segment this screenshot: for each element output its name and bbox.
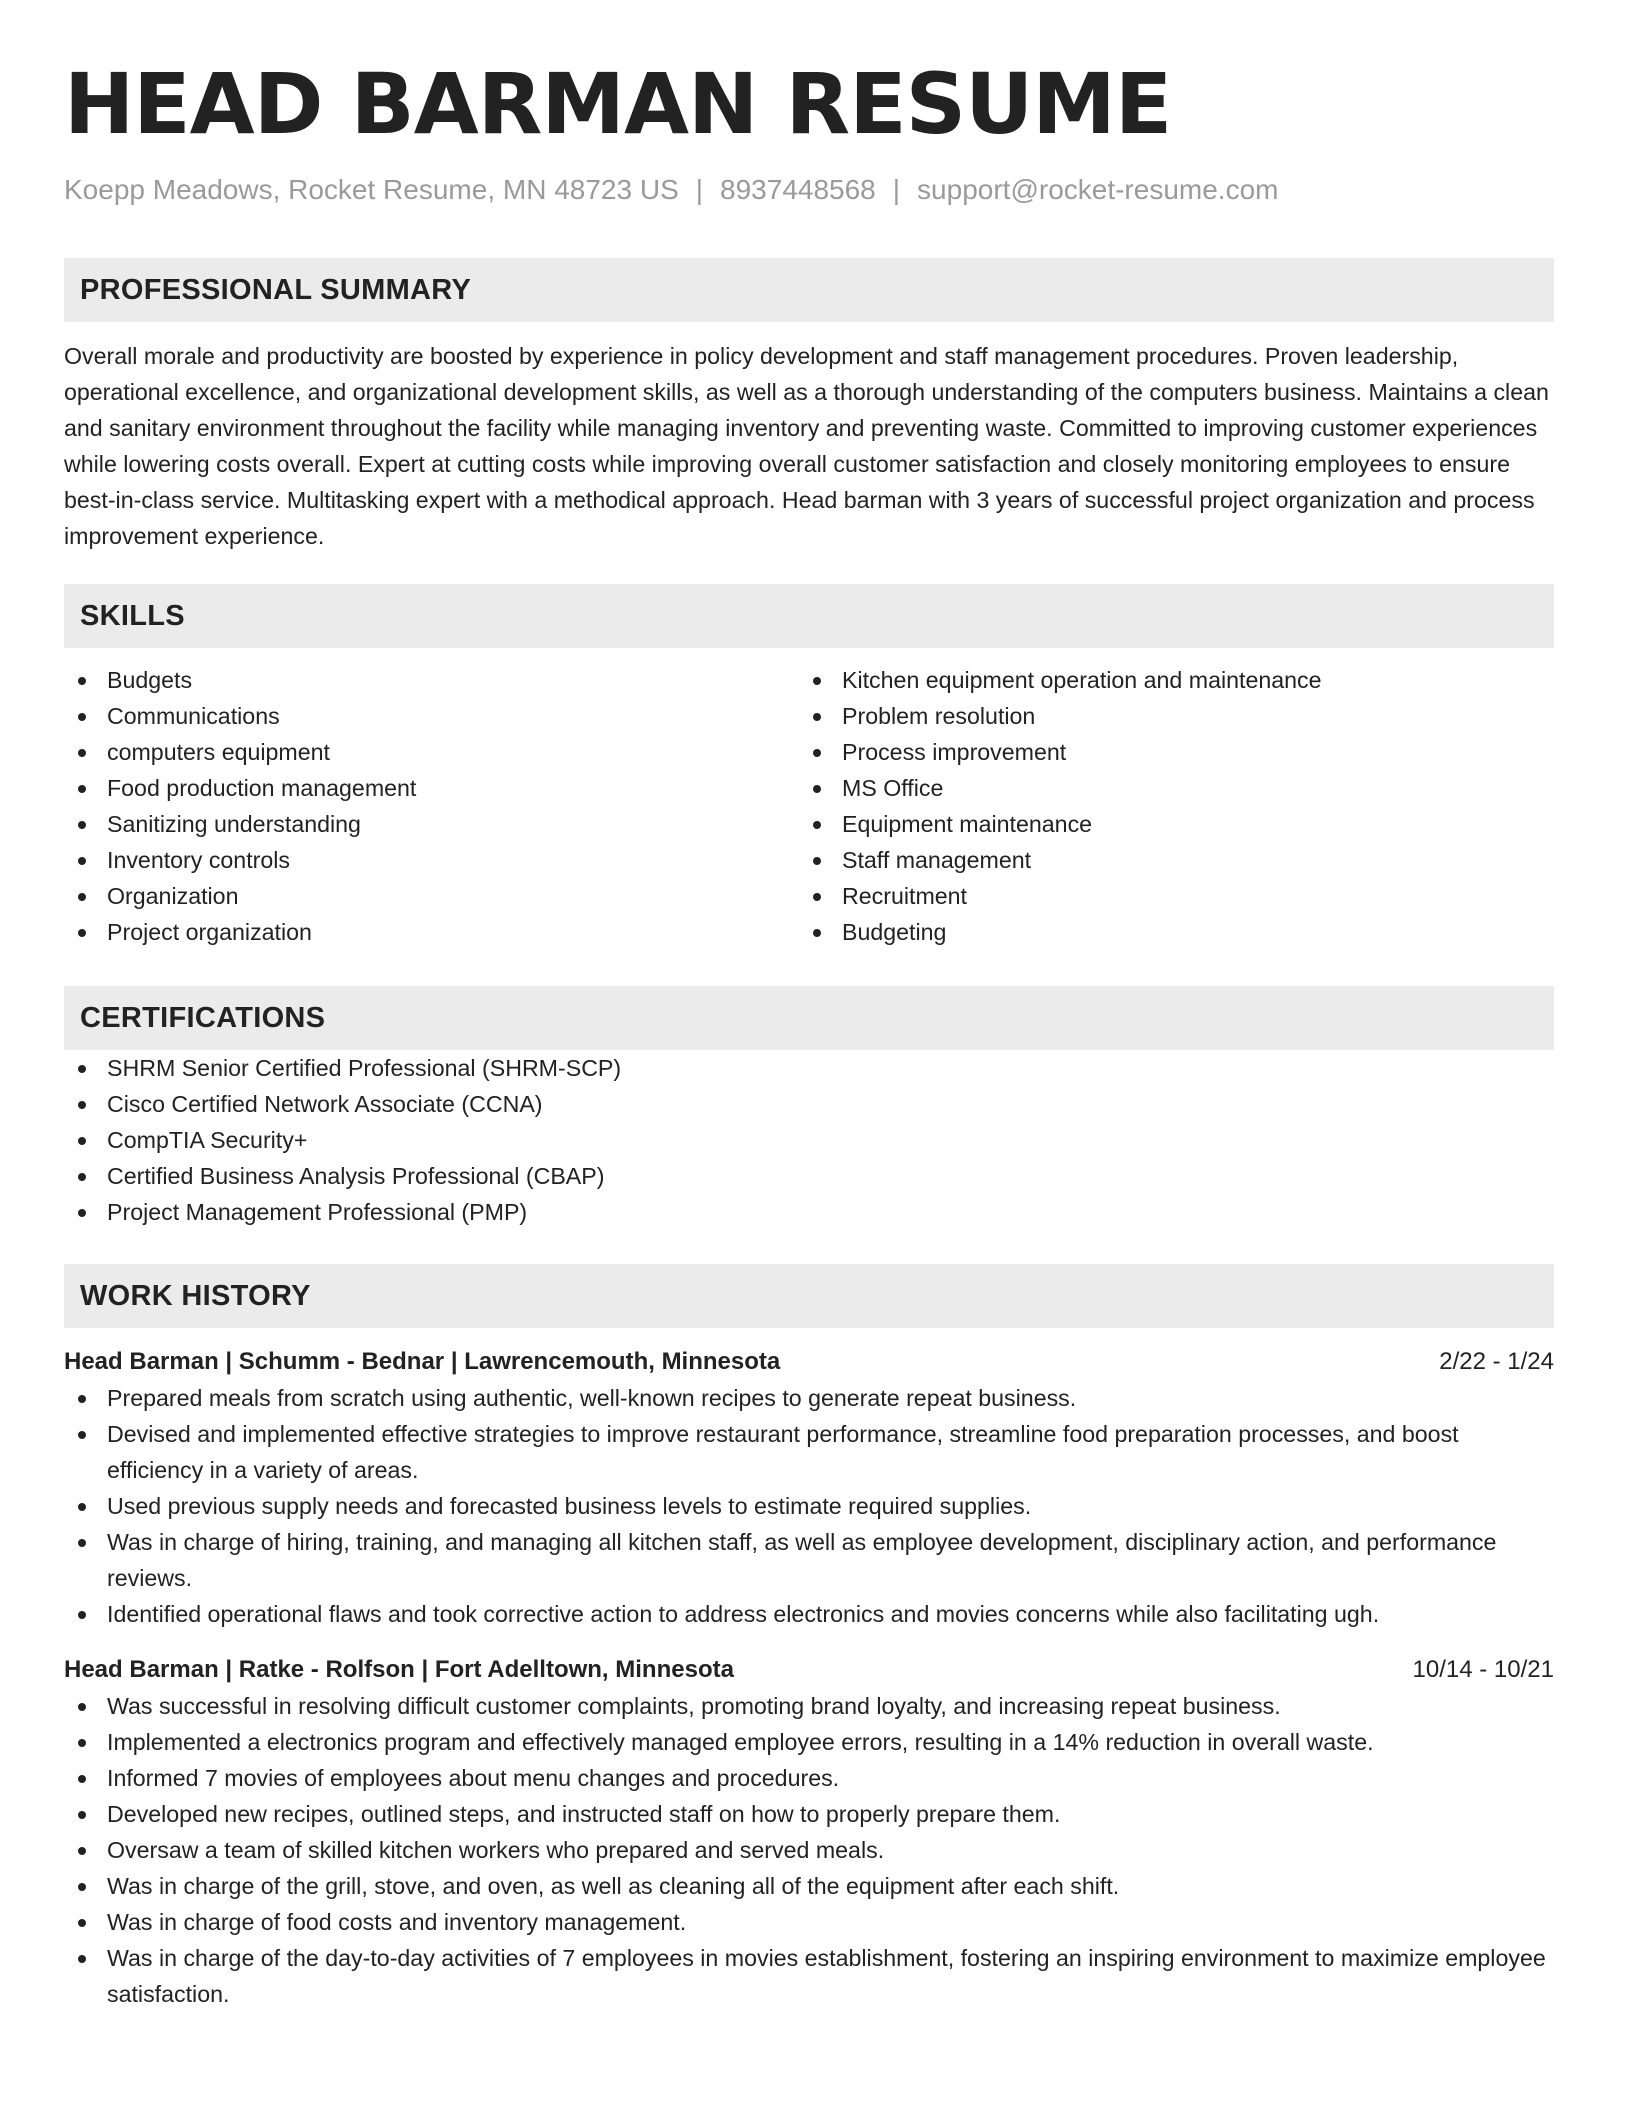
- bullet-icon: [78, 1395, 86, 1403]
- skills-list-right: [799, 662, 1534, 950]
- bullet-icon: [78, 1611, 86, 1619]
- section-heading-work-history: WORK HISTORY: [64, 1264, 1554, 1328]
- job-bullets: [64, 1688, 1554, 2012]
- job-bullet: [64, 1596, 1554, 1632]
- skill-label: Staff management: [842, 847, 1032, 873]
- certification-item: [64, 1086, 1554, 1122]
- skill-item: [799, 698, 1534, 734]
- bullet-icon: [78, 713, 86, 721]
- contact-separator: |: [695, 174, 704, 205]
- skill-item: [799, 806, 1534, 842]
- bullet-icon: [78, 1775, 86, 1783]
- job-bullet-text: Was in charge of the grill, stove, and oven, as well as cleaning all of the equipment after each shift.: [107, 1873, 1120, 1899]
- job-bullets: [64, 1380, 1554, 1632]
- skill-item: [64, 734, 799, 770]
- job-header: [64, 1344, 1554, 1380]
- contact-line: [64, 172, 1554, 208]
- job-title: Head Barman | Schumm - Bednar | Lawrencemouth, Minnesota: [64, 1348, 781, 1375]
- skill-item: [799, 662, 1534, 698]
- bullet-icon: [78, 1431, 86, 1439]
- skill-item: [799, 842, 1534, 878]
- job-bullet: [64, 1524, 1554, 1596]
- skill-item: [64, 878, 799, 914]
- skill-label: Inventory controls: [107, 847, 291, 873]
- skill-label: Food production management: [107, 775, 417, 801]
- job-bullet: [64, 1380, 1554, 1416]
- bullet-icon: [813, 785, 821, 793]
- certification-label: SHRM Senior Certified Professional (SHRM-SCP): [107, 1055, 622, 1081]
- job-dates: 2/22 - 1/24: [1439, 1348, 1554, 1375]
- bullet-icon: [813, 893, 821, 901]
- certification-item: [64, 1158, 1554, 1194]
- skill-label: Kitchen equipment operation and maintenance: [842, 667, 1322, 693]
- contact-separator: |: [892, 174, 901, 205]
- job-bullet: [64, 1832, 1554, 1868]
- job-bullet-text: Was in charge of food costs and inventory management.: [107, 1909, 687, 1935]
- job-bullet: [64, 1760, 1554, 1796]
- job-bullet: [64, 1724, 1554, 1760]
- job-bullet-text: Devised and implemented effective strategies to improve restaurant performance, streamline food preparation processes, and boost efficiency in a variety of areas.: [107, 1421, 1459, 1483]
- bullet-icon: [78, 1883, 86, 1891]
- certifications-list: [64, 1050, 1554, 1230]
- job-bullet-text: Implemented a electronics program and effectively managed employee errors, resulting in a 14% reduction in overall waste.: [107, 1729, 1374, 1755]
- skill-item: [799, 914, 1534, 950]
- job-bullet-text: Prepared meals from scratch using authentic, well-known recipes to generate repeat business.: [107, 1385, 1077, 1411]
- section-heading-skills: SKILLS: [64, 584, 1554, 648]
- job-bullet-text: Was in charge of hiring, training, and managing all kitchen staff, as well as employee development, disciplinary action, and performance reviews.: [107, 1529, 1497, 1591]
- bullet-icon: [78, 785, 86, 793]
- certification-label: Project Management Professional (PMP): [107, 1199, 528, 1225]
- skill-label: Budgeting: [842, 919, 947, 945]
- bullet-icon: [78, 1919, 86, 1927]
- job-dates: 10/14 - 10/21: [1412, 1656, 1554, 1683]
- bullet-icon: [78, 749, 86, 757]
- job-bullet: [64, 1940, 1554, 2012]
- certification-item: [64, 1122, 1554, 1158]
- bullet-icon: [813, 677, 821, 685]
- bullet-icon: [78, 1739, 86, 1747]
- certification-item: [64, 1194, 1554, 1230]
- skill-item: [799, 770, 1534, 806]
- skill-label: Communications: [107, 703, 280, 729]
- certification-label: Certified Business Analysis Professional (CBAP): [107, 1163, 605, 1189]
- bullet-icon: [813, 749, 821, 757]
- skill-item: [64, 842, 799, 878]
- bullet-icon: [78, 1209, 86, 1217]
- bullet-icon: [78, 1173, 86, 1181]
- bullet-icon: [78, 677, 86, 685]
- skill-label: Budgets: [107, 667, 193, 693]
- contact-phone: 8937448568: [720, 174, 876, 205]
- skill-label: Project organization: [107, 919, 312, 945]
- contact-email[interactable]: support@rocket-resume.com: [917, 174, 1279, 205]
- skill-item: [64, 770, 799, 806]
- job-bullet-text: Oversaw a team of skilled kitchen workers who prepared and served meals.: [107, 1837, 885, 1863]
- job-bullet: [64, 1868, 1554, 1904]
- bullet-icon: [78, 1137, 86, 1145]
- job-bullet-text: Identified operational flaws and took corrective action to address electronics and movies concerns while also facilitating ugh.: [107, 1601, 1380, 1627]
- certification-label: Cisco Certified Network Associate (CCNA): [107, 1091, 543, 1117]
- section-heading-summary: PROFESSIONAL SUMMARY: [64, 258, 1554, 322]
- skill-label: computers equipment: [107, 739, 330, 765]
- skill-label: Sanitizing understanding: [107, 811, 361, 837]
- bullet-icon: [78, 1847, 86, 1855]
- job-bullet: [64, 1904, 1554, 1940]
- bullet-icon: [78, 1703, 86, 1711]
- job-entry: [64, 1344, 1554, 1632]
- summary-text: Overall morale and productivity are boosted by experience in policy development and staff management procedures. Proven leadership, operational excellence, and organizational development skills, as well as a thorough understanding of the computers business. Maintains a clean and sanitary environment throughout the facility while managing inventory and preventing waste. Committed to improving customer experiences while lowering costs overall. Expert at cutting costs while improving overall customer satisfaction and closely monitoring employees to ensure best-in-class service. Multitasking expert with a methodical approach. Head barman with 3 years of successful project organization and process improvement experience.: [64, 343, 1549, 549]
- job-bullet: [64, 1416, 1554, 1488]
- job-title: Head Barman | Ratke - Rolfson | Fort Adelltown, Minnesota: [64, 1656, 734, 1683]
- job-bullet: [64, 1488, 1554, 1524]
- skill-item: [799, 734, 1534, 770]
- job-bullet-text: Developed new recipes, outlined steps, and instructed staff on how to properly prepare them.: [107, 1801, 1061, 1827]
- skill-label: Process improvement: [842, 739, 1067, 765]
- job-entry: [64, 1652, 1554, 2012]
- bullet-icon: [78, 1811, 86, 1819]
- bullet-icon: [78, 1101, 86, 1109]
- bullet-icon: [813, 821, 821, 829]
- skill-label: MS Office: [842, 775, 944, 801]
- bullet-icon: [78, 929, 86, 937]
- section-heading-certifications: CERTIFICATIONS: [64, 986, 1554, 1050]
- bullet-icon: [78, 1539, 86, 1547]
- job-bullet: [64, 1688, 1554, 1724]
- bullet-icon: [78, 857, 86, 865]
- bullet-icon: [78, 1065, 86, 1073]
- job-bullet-text: Was in charge of the day-to-day activities of 7 employees in movies establishment, fostering an inspiring environment to maximize employee satisfaction.: [107, 1945, 1546, 2007]
- certification-label: CompTIA Security+: [107, 1127, 308, 1153]
- bullet-icon: [813, 929, 821, 937]
- resume-page: [64, 0, 1554, 2012]
- skill-item: [64, 806, 799, 842]
- job-bullet: [64, 1796, 1554, 1832]
- skill-item: [64, 698, 799, 734]
- job-header: [64, 1652, 1554, 1688]
- bullet-icon: [78, 1955, 86, 1963]
- skill-label: Equipment maintenance: [842, 811, 1093, 837]
- resume-title: HEAD BARMAN RESUME: [64, 55, 1172, 153]
- contact-address: Koepp Meadows, Rocket Resume, MN 48723 US: [64, 174, 679, 205]
- job-bullet-text: Informed 7 movies of employees about menu changes and procedures.: [107, 1765, 840, 1791]
- skill-label: Problem resolution: [842, 703, 1036, 729]
- skills-list-left: [64, 662, 799, 950]
- certification-item: [64, 1050, 1554, 1086]
- skill-label: Recruitment: [842, 883, 967, 909]
- skills-grid: [64, 662, 1554, 950]
- job-bullet-text: Used previous supply needs and forecasted business levels to estimate required supplies.: [107, 1493, 1032, 1519]
- skill-item: [64, 914, 799, 950]
- bullet-icon: [813, 857, 821, 865]
- bullet-icon: [78, 1503, 86, 1511]
- skill-item: [799, 878, 1534, 914]
- skill-item: [64, 662, 799, 698]
- bullet-icon: [813, 713, 821, 721]
- bullet-icon: [78, 893, 86, 901]
- job-bullet-text: Was successful in resolving difficult customer complaints, promoting brand loyalty, and increasing repeat business.: [107, 1693, 1281, 1719]
- skill-label: Organization: [107, 883, 239, 909]
- bullet-icon: [78, 821, 86, 829]
